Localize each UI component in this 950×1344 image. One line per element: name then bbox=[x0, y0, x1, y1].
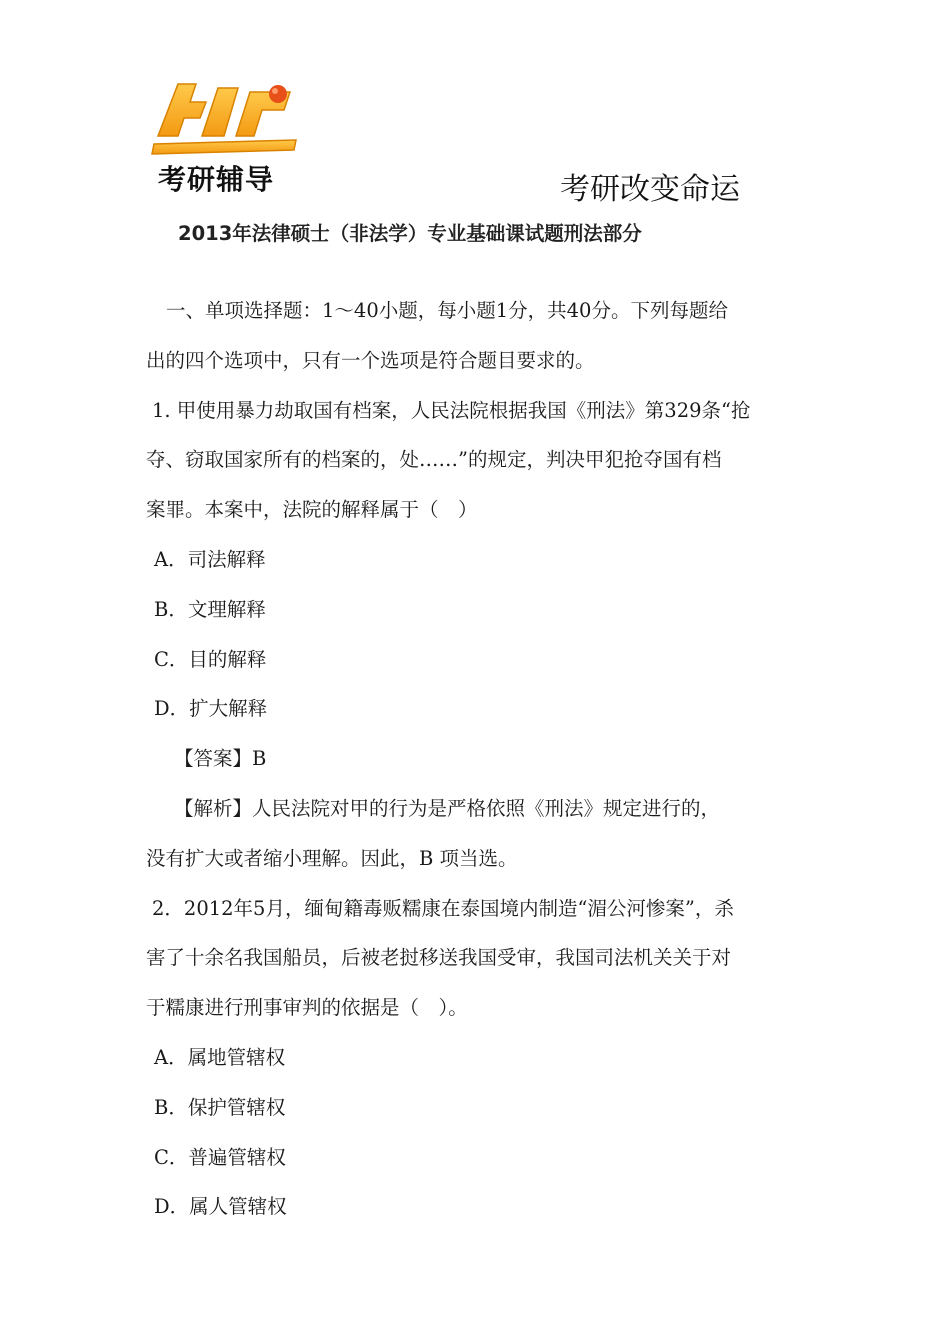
question-2-stem-line: 2．2012年5月，缅甸籍毒贩糯康在泰国境内制造“湄公河惨案”，杀 bbox=[152, 896, 734, 920]
question-2-stem-line: 害了十余名我国船员，后被老挝移送我国受审，我国司法机关关于对 bbox=[146, 946, 732, 970]
slogan: 考研改变命运 bbox=[560, 172, 740, 207]
question-1-stem-line: 1. 甲使用暴力劫取国有档案，人民法院根据我国《刑法》第329条“抢 bbox=[152, 398, 751, 422]
question-1-stem-line: 夺、窃取国家所有的档案的，处……”的规定，判决甲犯抢夺国有档 bbox=[146, 448, 722, 472]
question-2-stem-line: 于糯康进行刑事审判的依据是（ ）。 bbox=[146, 996, 468, 1020]
question-1-answer: 【答案】B bbox=[174, 747, 267, 771]
logo-mark-icon bbox=[150, 78, 300, 158]
question-1-analysis-line: 没有扩大或者缩小理解。因此，B 项当选。 bbox=[146, 846, 518, 870]
question-2-option-b: B．保护管辖权 bbox=[154, 1095, 286, 1119]
logo-subtitle: 考研辅导 bbox=[158, 163, 275, 196]
question-1-option-b: B．文理解释 bbox=[154, 597, 266, 621]
question-1-option-d: D．扩大解释 bbox=[154, 697, 268, 721]
question-1-analysis-line: 【解析】人民法院对甲的行为是严格依照《刑法》规定进行的， bbox=[174, 796, 721, 820]
question-2-option-d: D．属人管辖权 bbox=[154, 1195, 287, 1219]
section-intro-line: 一、单项选择题：1～40小题，每小题1分，共40分。下列每题给 bbox=[166, 299, 728, 322]
section-intro-line: 出的四个选项中，只有一个选项是符合题目要求的。 bbox=[146, 348, 595, 372]
document-title: 2013年法律硕士（非法学）专业基础课试题刑法部分 bbox=[178, 222, 642, 245]
question-2-option-c: C．普遍管辖权 bbox=[154, 1145, 286, 1169]
question-1-stem-line: 案罪。本案中，法院的解释属于（ ） bbox=[146, 498, 478, 522]
question-1-option-a: A．司法解释 bbox=[154, 547, 266, 571]
question-2-option-a: A．属地管辖权 bbox=[154, 1045, 286, 1069]
document-body bbox=[146, 286, 808, 1232]
question-1-option-c: C．目的解释 bbox=[154, 647, 267, 671]
